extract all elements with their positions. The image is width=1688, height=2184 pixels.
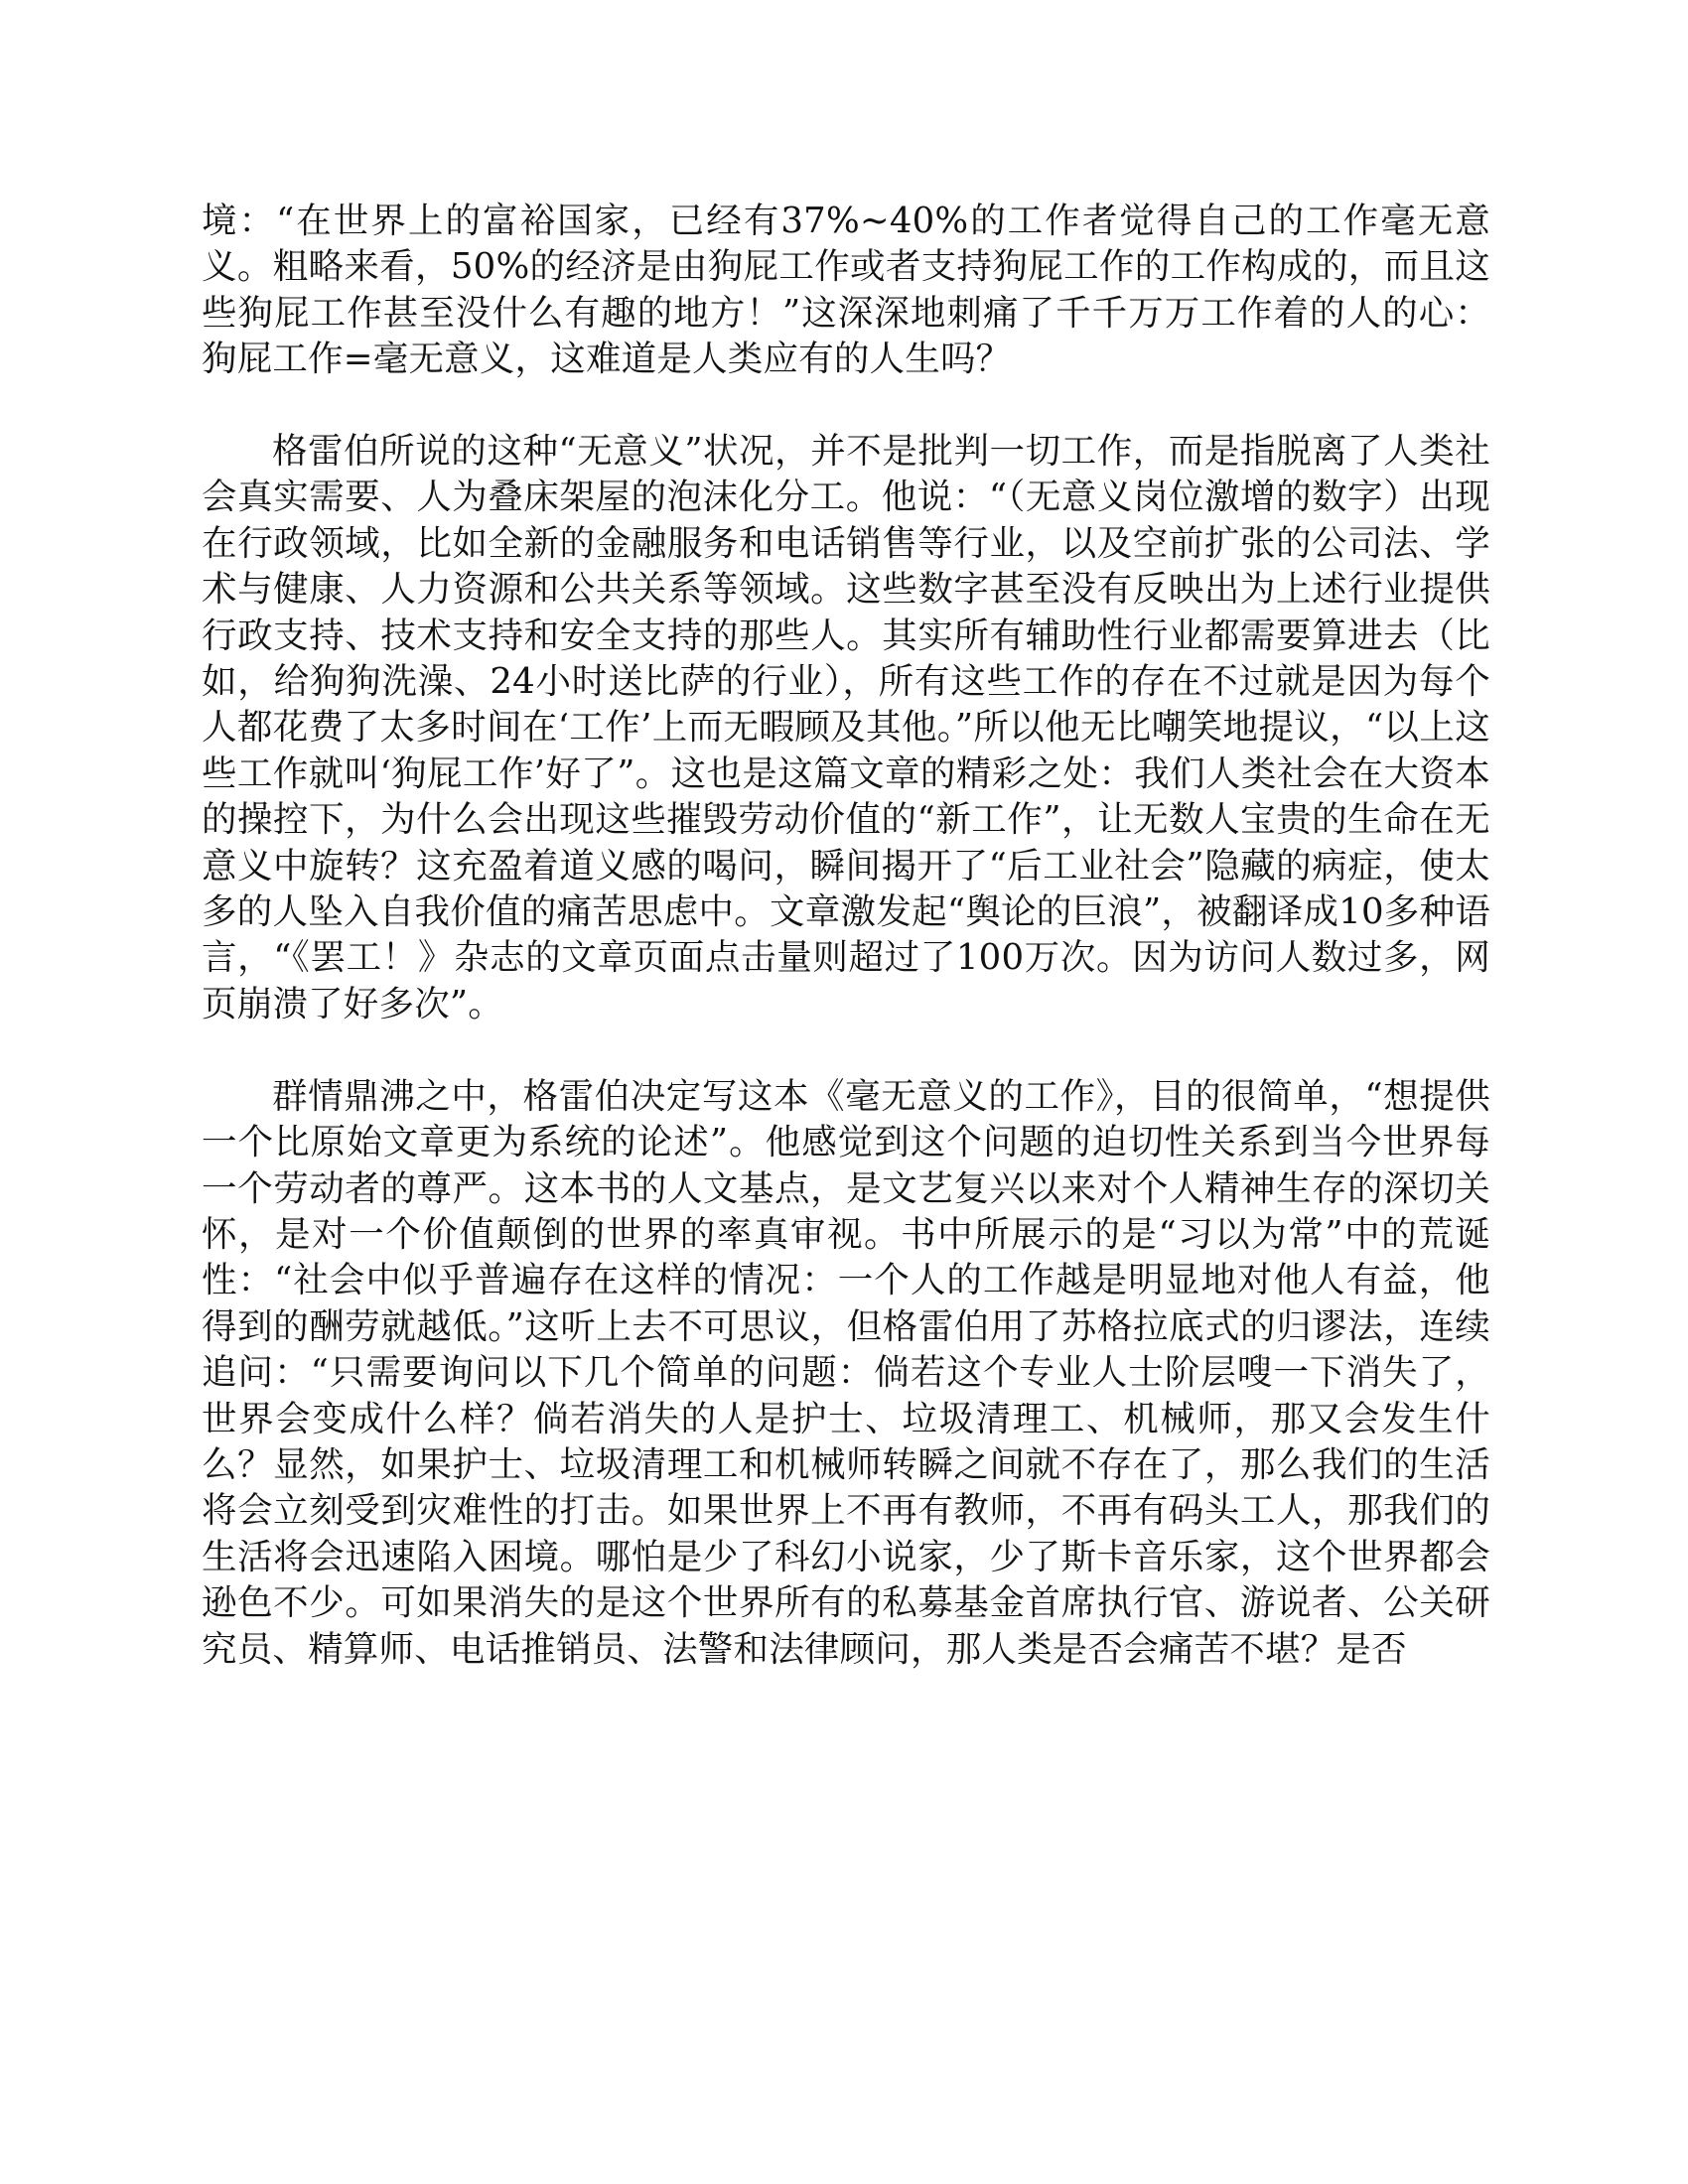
body-text bbox=[202, 199, 1490, 1673]
paragraph-1: 境：“在世界上的富裕国家，已经有37%~40%的工作者觉得自己的工作毫无意义。粗略来看，50%的经济是由狗屁工作或者支持狗屁工作的工作构成的，而且这些狗屁工作甚至没什么有趣的地方！”这深深地刺痛了千千万万工作着的人的心：狗屁工作=毫无意义，这难道是人类应有的人生吗？ bbox=[202, 201, 1490, 380]
paragraph-2: 格雷伯所说的这种“无意义”状况，并不是批判一切工作，而是指脱离了人类社会真实需要、人为叠床架屋的泡沫化分工。他说：“（无意义岗位激增的数字）出现在行政领域，比如全新的金融服务和电话销售等行业，以及空前扩张的公司法、学术与健康、人力资源和公共关系等领域。这些数字甚至没有反映出为上述行业提供行政支持、技术支持和安全支持的那些人。其实所有辅助性行业都需要算进去（比如，给狗狗洗澡、24小时送比萨的行业），所有这些工作的存在不过就是因为每个人都花费了太多时间在‘工作’上而无暇顾及其他。”所以他无比嘲笑地提议，“以上这些工作就叫‘狗屁工作’好了”。这也是这篇文章的精彩之处：我们人类社会在大资本的操控下，为什么会出现这些摧毁劳动价值的“新工作”，让无数人宝贵的生命在无意义中旋转？这充盈着道义感的喝问，瞬间揭开了“后工业社会”隐藏的病症，使太多的人坠入自我价值的痛苦思虑中。文章激发起“舆论的巨浪”，被翻译成10多种语言，“《罢工！》杂志的文章页面点击量则超过了100万次。因为访问人数过多，网页崩溃了好多次”。 bbox=[202, 431, 1490, 1024]
paragraph-3: 群情鼎沸之中，格雷伯决定写这本《毫无意义的工作》，目的很简单，“想提供一个比原始文章更为系统的论述”。他感觉到这个问题的迫切性关系到当今世界每一个劳动者的尊严。这本书的人文基点，是文艺复兴以来对个人精神生存的深切关怀，是对一个价值颠倒的世界的率真审视。书中所展示的是“习以为常”中的荒诞性：“社会中似乎普遍存在这样的情况：一个人的工作越是明显地对他人有益，他得到的酬劳就越低。”这听上去不可思议，但格雷伯用了苏格拉底式的归谬法，连续追问：“只需要询问以下几个简单的问题：倘若这个专业人士阶层嗖一下消失了，世界会变成什么样？倘若消失的人是护士、垃圾清理工、机械师，那又会发生什么？显然，如果护士、垃圾清理工和机械师转瞬之间就不存在了，那么我们的生活将会立刻受到灾难性的打击。如果世界上不再有教师，不再有码头工人，那我们的生活将会迅速陷入困境。哪怕是少了科幻小说家，少了斯卡音乐家，这个世界都会逊色不少。可如果消失的是这个世界所有的私募基金首席执行官、游说者、公关研究员、精算师、电话推销员、法警和法律顾问，那人类是否会痛苦不堪？是否 bbox=[202, 1075, 1490, 1670]
